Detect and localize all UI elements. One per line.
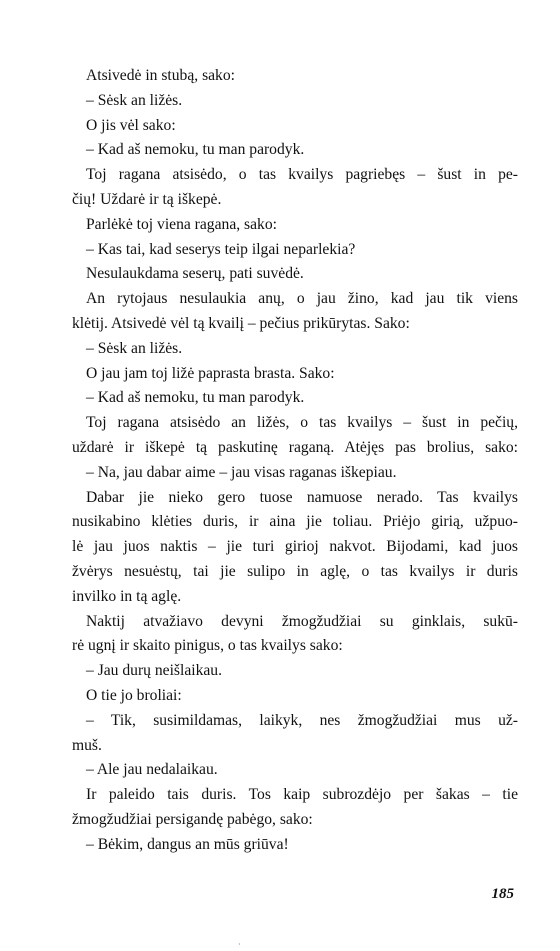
text-line: žmogžudžiai persigandę pabėgo, sako: xyxy=(72,810,313,828)
text-line: Atsivedė in stubą, sako: xyxy=(86,67,235,84)
text-line: – Sėsk an ližės. xyxy=(86,339,183,357)
bottom-mark: · xyxy=(238,940,241,949)
text-line: – Bėkim, dangus an mūs griūva! xyxy=(86,835,289,853)
text-line: – Jau durų neišlaikau. xyxy=(86,662,222,680)
text-line: Nesulaukdama seserų, pati suvėdė. xyxy=(86,265,304,283)
text-line: čių! Uždarė ir tą iškepė. xyxy=(72,190,222,208)
text-line: Parlėkė toj viena ragana, sako: xyxy=(86,215,277,233)
text-line: Toj ragana atsisėdo, o tas kvailys pagriebęs – šust in pe- xyxy=(86,166,518,184)
text-line: nusikabino klėties duris, ir aina jie toliau. Priėjo girią, užpuo- xyxy=(72,513,518,531)
text-line: Dabar jie nieko gero tuose namuose nerado. Tas kvailys xyxy=(86,488,518,506)
text-line: invilko in tą aglę. xyxy=(72,587,182,605)
text-line: Ir paleido tais duris. Tos kaip subrozdėjo per šakas – tie xyxy=(86,786,518,804)
text-line: – Kad aš nemoku, tu man parodyk. xyxy=(86,389,305,407)
text-line: uždarė ir iškepė tą paskutinę raganą. Atėjęs pas brolius, sako: xyxy=(72,438,518,456)
text-line: – Tik, susimildamas, laikyk, nes žmogžudžiai mus už- xyxy=(86,711,518,729)
text-line: O jis vėl sako: xyxy=(86,116,176,134)
text-line: O jau jam toj ližė paprasta brasta. Sako: xyxy=(86,364,335,382)
text-line: klėtij. Atsivedė vėl tą kvailį – pečius prikūrytas. Sako: xyxy=(72,314,410,332)
text-line: O tie jo broliai: xyxy=(86,686,182,704)
text-line: lė jau juos naktis – jie turi girioj nakvot. Bijodami, kad juos xyxy=(72,538,518,556)
text-line: – Ale jau nedalaikau. xyxy=(86,761,218,779)
text-line: žvėrys nesuėstų, tai jie sulipo in aglę, o tas kvailys ir duris xyxy=(72,562,518,580)
text-line: rė ugnį ir skaito pinigus, o tas kvailys sako: xyxy=(72,637,343,655)
text-line: – Kas tai, kad seserys teip ilgai neparlekia? xyxy=(86,240,356,258)
text-line: muš. xyxy=(72,736,102,754)
text-line: – Sėsk an ližės. xyxy=(86,91,183,109)
text-line: – Kad aš nemoku, tu man parodyk. xyxy=(86,141,305,159)
page-number: 185 xyxy=(491,886,514,902)
text-line: – Na, jau dabar aime – jau visas raganas iškepiau. xyxy=(86,463,397,481)
text-line: Naktij atvažiavo devyni žmogžudžiai su ginklais, sukū- xyxy=(86,612,518,630)
page-text xyxy=(72,64,518,858)
text-line: An rytojaus nesulaukia anų, o jau žino, kad jau tik viens xyxy=(86,290,518,308)
text-line: Toj ragana atsisėdo an ližės, o tas kvailys – šust in pečių, xyxy=(86,414,518,432)
